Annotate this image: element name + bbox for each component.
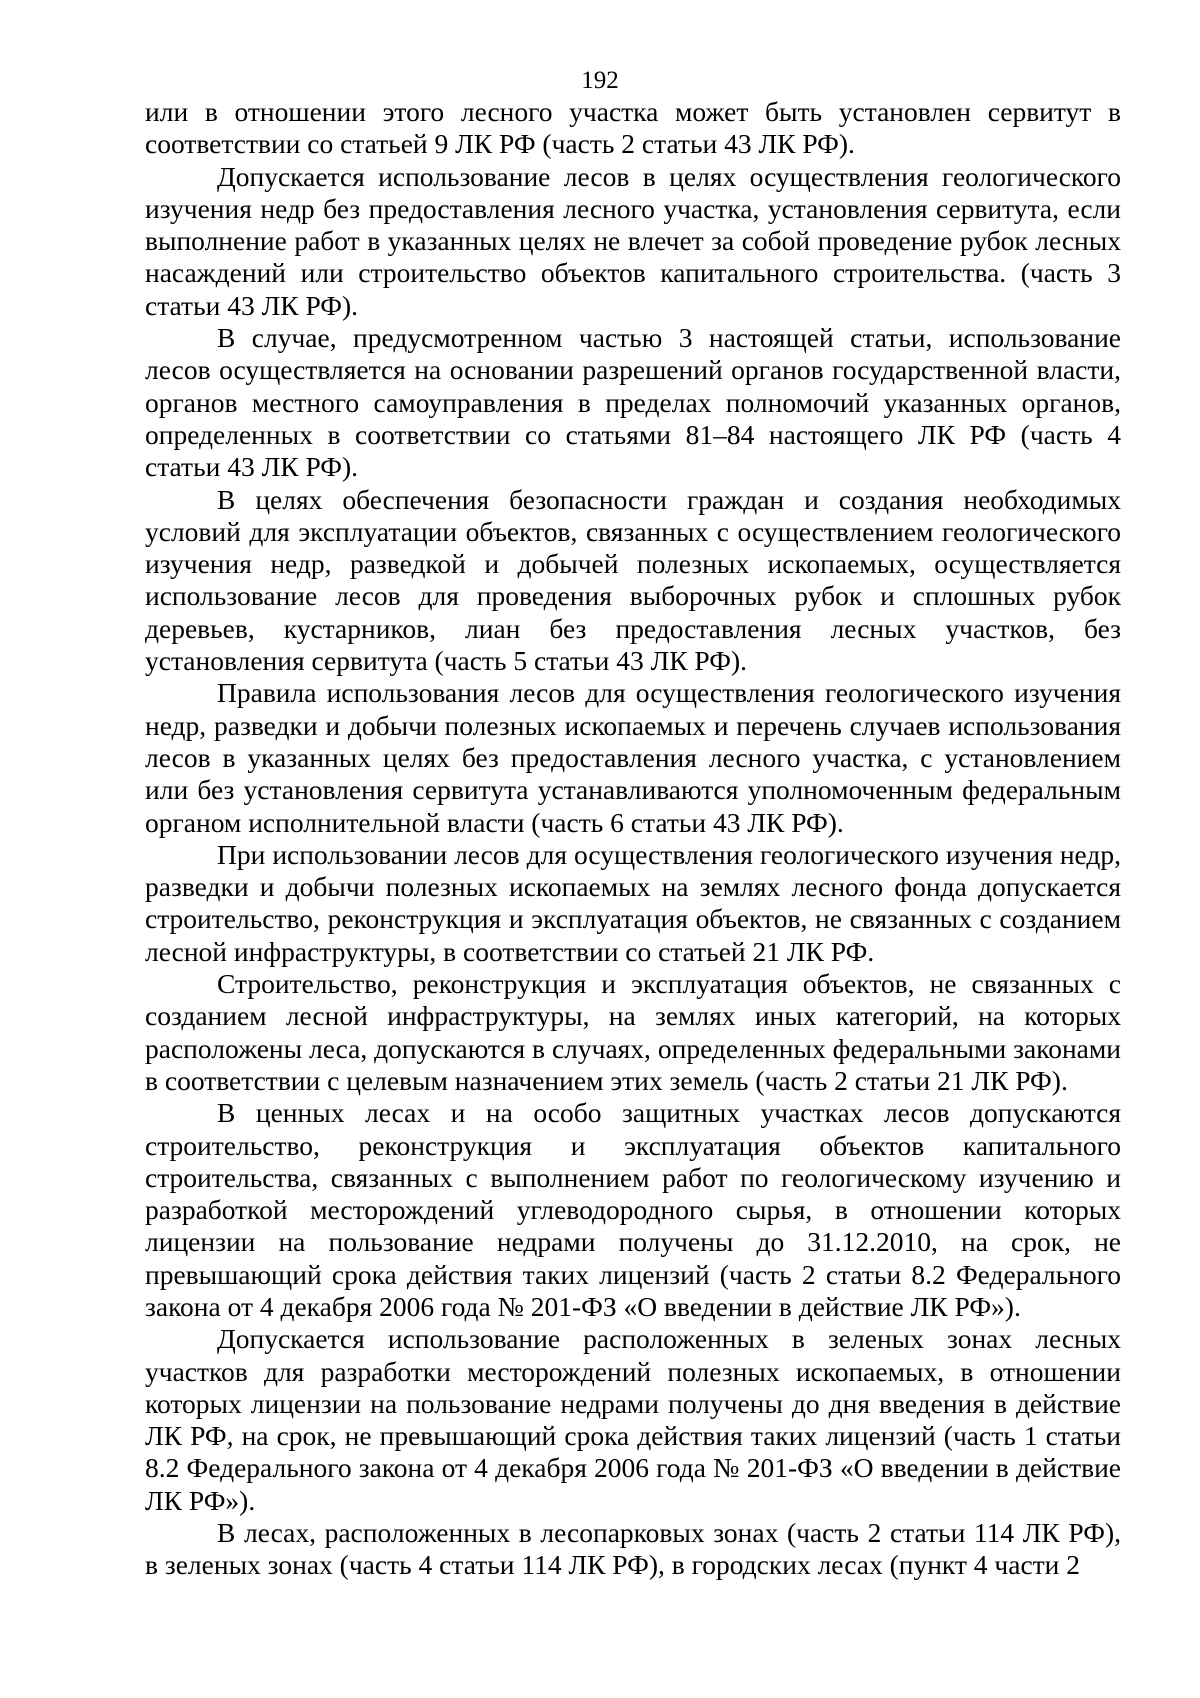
page-number: 192: [581, 67, 619, 94]
paragraph: При использовании лесов для осуществления геологического изучения недр, разведки и добычи полезных ископаемых на землях лесного фонда допускается строительство, реконструкция и эксплуатация объектов, не связанных с созданием лесной инфраструктуры, в соответствии со статьей 21 ЛК РФ.: [145, 838, 1121, 967]
paragraph: Допускается использование расположенных в зеленых зонах лесных участков для разработки месторождений полезных ископаемых, в отношении которых лицензии на пользование недрами получены до дня введения в действие ЛК РФ, на срок, не превышающий срока действия таких лицензий (часть 1 статьи 8.2 Федерального закона от 4 декабря 2006 года № 201-ФЗ «О введении в действие ЛК РФ»).: [145, 1323, 1121, 1516]
paragraph: Строительство, реконструкция и эксплуатация объектов, не связанных с созданием лесной инфраструктуры, на землях иных категорий, на которых расположены леса, допускаются в случаях, определенных федеральными законами в соответствии с целевым назначением этих земель (часть 2 статьи 21 ЛК РФ).: [145, 968, 1121, 1096]
paragraph: Допускается использование лесов в целях осуществления геологического изучения недр без предоставления лесного участка, установления сервитута, если выполнение работ в указанных целях не влечет за собой проведение рубок лесных насаждений или строительство объектов капитального строительства. (часть 3 статьи 43 ЛК РФ).: [145, 160, 1121, 321]
paragraph: В ценных лесах и на особо защитных участках лесов допускаются строительство, реконструкция и эксплуатация объектов капитального строительства, связанных с выполнением работ по геологическому изучению и разработкой месторождений углеводородного сырья, в отношении которых лицензии на пользование недрами получены до 31.12.2010, на срок, не превышающий срока действия таких лицензий (часть 2 статьи 8.2 Федерального закона от 4 декабря 2006 года № 201-ФЗ «О введении в действие ЛК РФ»).: [145, 1097, 1121, 1322]
paragraph: В лесах, расположенных в лесопарковых зонах (часть 2 статьи 114 ЛК РФ), в зеленых зонах (часть 4 статьи 114 ЛК РФ), в городских лесах (пункт 4 части 2: [145, 1517, 1121, 1581]
document-body: [145, 96, 1121, 1582]
paragraph: В целях обеспечения безопасности граждан и создания необходимых условий для эксплуатации объектов, связанных с осуществлением геологического изучения недр, разведкой и добычей полезных ископаемых, осуществляется использование лесов для проведения выборочных рубок и сплошных рубок деревьев, кустарников, лиан без предоставления лесных участков, без установления сервитута (часть 5 статьи 43 ЛК РФ).: [145, 483, 1121, 677]
paragraph: Правила использования лесов для осуществления геологического изучения недр, разведки и добычи полезных ископаемых и перечень случаев использования лесов в указанных целях без предоставления лесного участка, с установлением или без установления сервитута устанавливаются уполномоченным федеральным органом исполнительной власти (часть 6 статьи 43 ЛК РФ).: [145, 677, 1121, 838]
paragraph-continued: или в отношении этого лесного участка может быть установлен сервитут в соответствии со статьей 9 ЛК РФ (часть 2 статьи 43 ЛК РФ).: [145, 96, 1121, 160]
paragraph: В случае, предусмотренном частью 3 настоящей статьи, использование лесов осуществляется на основании разрешений органов государственной власти, органов местного самоуправления в пределах полномочий указанных органов, определенных в соответствии со статьями 81–84 настоящего ЛК РФ (часть 4 статьи 43 ЛК РФ).: [145, 322, 1121, 483]
